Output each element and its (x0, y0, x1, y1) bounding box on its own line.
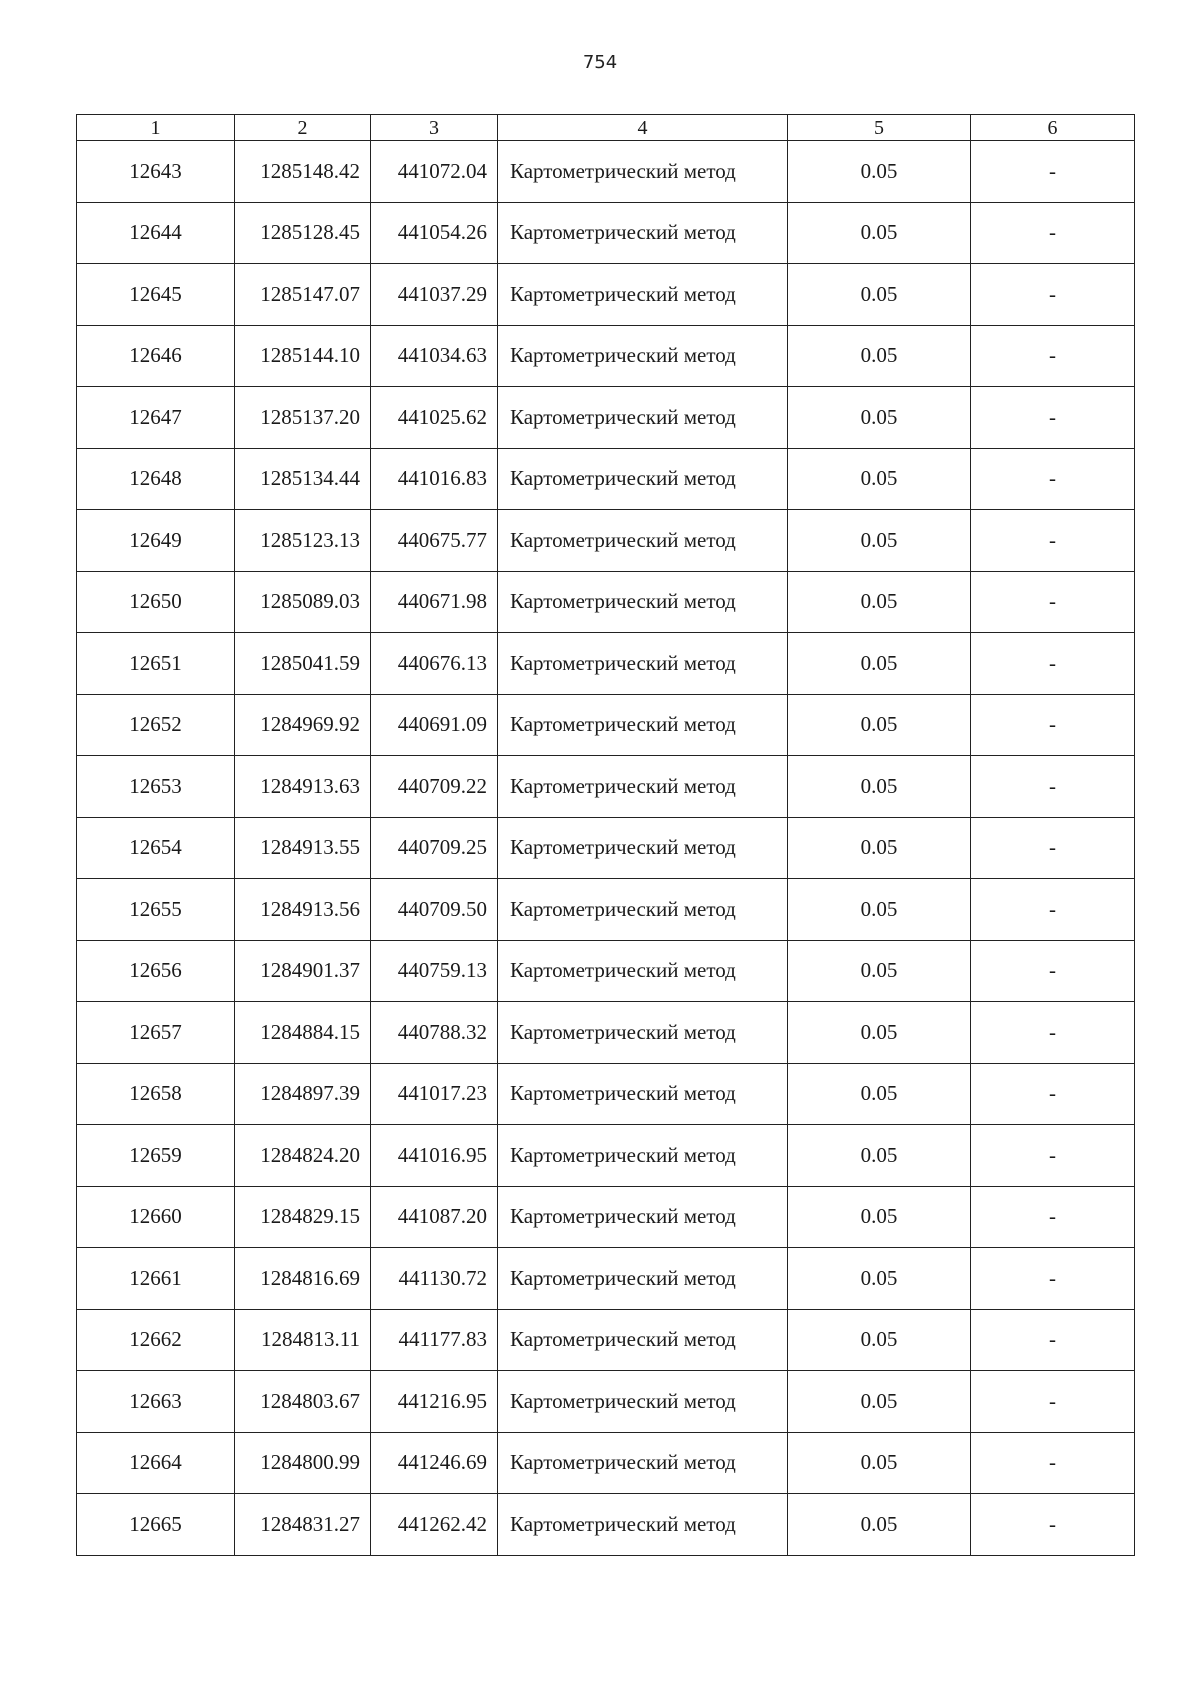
note-cell: - (971, 1371, 1135, 1433)
note-cell: - (971, 571, 1135, 633)
accuracy-cell: 0.05 (788, 448, 971, 510)
table-row (77, 1432, 1135, 1494)
x-coordinate-cell: 1285147.07 (235, 264, 371, 326)
note-cell: - (971, 264, 1135, 326)
y-coordinate-cell: 441130.72 (371, 1248, 498, 1310)
y-coordinate-cell: 441016.83 (371, 448, 498, 510)
note-cell: - (971, 756, 1135, 818)
table-row (77, 940, 1135, 1002)
x-coordinate-cell: 1285089.03 (235, 571, 371, 633)
table-row (77, 694, 1135, 756)
table-row (77, 571, 1135, 633)
point-number-cell: 12644 (77, 202, 235, 264)
method-cell: Картометрический метод (498, 1248, 788, 1310)
method-cell: Картометрический метод (498, 1371, 788, 1433)
table-row (77, 264, 1135, 326)
coordinates-table (76, 114, 1135, 1556)
table-row (77, 202, 1135, 264)
table-row (77, 1186, 1135, 1248)
table-row (77, 510, 1135, 572)
note-cell: - (971, 1432, 1135, 1494)
table-row (77, 1309, 1135, 1371)
method-cell: Картометрический метод (498, 387, 788, 449)
accuracy-cell: 0.05 (788, 1432, 971, 1494)
x-coordinate-cell: 1284829.15 (235, 1186, 371, 1248)
method-cell: Картометрический метод (498, 448, 788, 510)
x-coordinate-cell: 1284913.55 (235, 817, 371, 879)
point-number-cell: 12643 (77, 141, 235, 203)
note-cell: - (971, 325, 1135, 387)
column-header: 3 (371, 115, 498, 141)
point-number-cell: 12650 (77, 571, 235, 633)
method-cell: Картометрический метод (498, 1063, 788, 1125)
x-coordinate-cell: 1284813.11 (235, 1309, 371, 1371)
x-coordinate-cell: 1284901.37 (235, 940, 371, 1002)
point-number-cell: 12656 (77, 940, 235, 1002)
accuracy-cell: 0.05 (788, 694, 971, 756)
y-coordinate-cell: 440788.32 (371, 1002, 498, 1064)
point-number-cell: 12648 (77, 448, 235, 510)
page-number: 754 (582, 52, 618, 73)
point-number-cell: 12659 (77, 1125, 235, 1187)
y-coordinate-cell: 440675.77 (371, 510, 498, 572)
point-number-cell: 12657 (77, 1002, 235, 1064)
accuracy-cell: 0.05 (788, 756, 971, 818)
accuracy-cell: 0.05 (788, 879, 971, 941)
note-cell: - (971, 879, 1135, 941)
accuracy-cell: 0.05 (788, 1186, 971, 1248)
table-row (77, 387, 1135, 449)
x-coordinate-cell: 1284803.67 (235, 1371, 371, 1433)
column-header: 2 (235, 115, 371, 141)
accuracy-cell: 0.05 (788, 141, 971, 203)
note-cell: - (971, 202, 1135, 264)
accuracy-cell: 0.05 (788, 387, 971, 449)
table-body (77, 141, 1135, 1556)
note-cell: - (971, 141, 1135, 203)
y-coordinate-cell: 440691.09 (371, 694, 498, 756)
accuracy-cell: 0.05 (788, 1063, 971, 1125)
table-row (77, 817, 1135, 879)
accuracy-cell: 0.05 (788, 202, 971, 264)
x-coordinate-cell: 1285128.45 (235, 202, 371, 264)
x-coordinate-cell: 1285137.20 (235, 387, 371, 449)
y-coordinate-cell: 441054.26 (371, 202, 498, 264)
x-coordinate-cell: 1284884.15 (235, 1002, 371, 1064)
column-header: 6 (971, 115, 1135, 141)
table-row (77, 1002, 1135, 1064)
point-number-cell: 12660 (77, 1186, 235, 1248)
table-row (77, 633, 1135, 695)
method-cell: Картометрический метод (498, 694, 788, 756)
column-header: 5 (788, 115, 971, 141)
y-coordinate-cell: 440676.13 (371, 633, 498, 695)
x-coordinate-cell: 1284800.99 (235, 1432, 371, 1494)
method-cell: Картометрический метод (498, 264, 788, 326)
table-row (77, 1125, 1135, 1187)
method-cell: Картометрический метод (498, 571, 788, 633)
note-cell: - (971, 940, 1135, 1002)
x-coordinate-cell: 1284913.63 (235, 756, 371, 818)
table-row (77, 1063, 1135, 1125)
y-coordinate-cell: 441017.23 (371, 1063, 498, 1125)
method-cell: Картометрический метод (498, 1125, 788, 1187)
accuracy-cell: 0.05 (788, 1125, 971, 1187)
method-cell: Картометрический метод (498, 510, 788, 572)
note-cell: - (971, 817, 1135, 879)
note-cell: - (971, 448, 1135, 510)
method-cell: Картометрический метод (498, 1002, 788, 1064)
method-cell: Картометрический метод (498, 325, 788, 387)
note-cell: - (971, 1309, 1135, 1371)
point-number-cell: 12649 (77, 510, 235, 572)
x-coordinate-cell: 1284824.20 (235, 1125, 371, 1187)
y-coordinate-cell: 441034.63 (371, 325, 498, 387)
y-coordinate-cell: 441177.83 (371, 1309, 498, 1371)
table-row (77, 756, 1135, 818)
accuracy-cell: 0.05 (788, 817, 971, 879)
y-coordinate-cell: 440709.50 (371, 879, 498, 941)
accuracy-cell: 0.05 (788, 510, 971, 572)
method-cell: Картометрический метод (498, 756, 788, 818)
method-cell: Картометрический метод (498, 940, 788, 1002)
y-coordinate-cell: 441016.95 (371, 1125, 498, 1187)
accuracy-cell: 0.05 (788, 1248, 971, 1310)
note-cell: - (971, 1186, 1135, 1248)
point-number-cell: 12654 (77, 817, 235, 879)
table-header (77, 115, 1135, 141)
note-cell: - (971, 633, 1135, 695)
y-coordinate-cell: 441216.95 (371, 1371, 498, 1433)
note-cell: - (971, 694, 1135, 756)
note-cell: - (971, 387, 1135, 449)
method-cell: Картометрический метод (498, 1432, 788, 1494)
accuracy-cell: 0.05 (788, 1002, 971, 1064)
y-coordinate-cell: 441072.04 (371, 141, 498, 203)
table-row (77, 1371, 1135, 1433)
table-row (77, 1494, 1135, 1556)
y-coordinate-cell: 440759.13 (371, 940, 498, 1002)
x-coordinate-cell: 1284816.69 (235, 1248, 371, 1310)
point-number-cell: 12658 (77, 1063, 235, 1125)
point-number-cell: 12652 (77, 694, 235, 756)
method-cell: Картометрический метод (498, 879, 788, 941)
point-number-cell: 12665 (77, 1494, 235, 1556)
note-cell: - (971, 1063, 1135, 1125)
note-cell: - (971, 1002, 1135, 1064)
point-number-cell: 12645 (77, 264, 235, 326)
method-cell: Картометрический метод (498, 633, 788, 695)
x-coordinate-cell: 1284831.27 (235, 1494, 371, 1556)
x-coordinate-cell: 1285123.13 (235, 510, 371, 572)
accuracy-cell: 0.05 (788, 325, 971, 387)
column-header: 4 (498, 115, 788, 141)
y-coordinate-cell: 441025.62 (371, 387, 498, 449)
y-coordinate-cell: 441087.20 (371, 1186, 498, 1248)
note-cell: - (971, 1248, 1135, 1310)
x-coordinate-cell: 1284969.92 (235, 694, 371, 756)
x-coordinate-cell: 1285144.10 (235, 325, 371, 387)
y-coordinate-cell: 441037.29 (371, 264, 498, 326)
x-coordinate-cell: 1284897.39 (235, 1063, 371, 1125)
table-row (77, 141, 1135, 203)
y-coordinate-cell: 441246.69 (371, 1432, 498, 1494)
accuracy-cell: 0.05 (788, 633, 971, 695)
x-coordinate-cell: 1285134.44 (235, 448, 371, 510)
column-header: 1 (77, 115, 235, 141)
point-number-cell: 12664 (77, 1432, 235, 1494)
method-cell: Картометрический метод (498, 141, 788, 203)
table-row (77, 1248, 1135, 1310)
y-coordinate-cell: 441262.42 (371, 1494, 498, 1556)
method-cell: Картометрический метод (498, 817, 788, 879)
table-row (77, 448, 1135, 510)
note-cell: - (971, 1494, 1135, 1556)
accuracy-cell: 0.05 (788, 1309, 971, 1371)
point-number-cell: 12661 (77, 1248, 235, 1310)
method-cell: Картометрический метод (498, 1309, 788, 1371)
point-number-cell: 12647 (77, 387, 235, 449)
point-number-cell: 12662 (77, 1309, 235, 1371)
point-number-cell: 12653 (77, 756, 235, 818)
y-coordinate-cell: 440709.22 (371, 756, 498, 818)
accuracy-cell: 0.05 (788, 1494, 971, 1556)
point-number-cell: 12663 (77, 1371, 235, 1433)
method-cell: Картометрический метод (498, 1186, 788, 1248)
accuracy-cell: 0.05 (788, 264, 971, 326)
table-row (77, 325, 1135, 387)
method-cell: Картометрический метод (498, 1494, 788, 1556)
method-cell: Картометрический метод (498, 202, 788, 264)
note-cell: - (971, 1125, 1135, 1187)
header-row (77, 115, 1135, 141)
y-coordinate-cell: 440709.25 (371, 817, 498, 879)
point-number-cell: 12651 (77, 633, 235, 695)
table-row (77, 879, 1135, 941)
accuracy-cell: 0.05 (788, 940, 971, 1002)
y-coordinate-cell: 440671.98 (371, 571, 498, 633)
x-coordinate-cell: 1284913.56 (235, 879, 371, 941)
x-coordinate-cell: 1285148.42 (235, 141, 371, 203)
point-number-cell: 12646 (77, 325, 235, 387)
accuracy-cell: 0.05 (788, 1371, 971, 1433)
x-coordinate-cell: 1285041.59 (235, 633, 371, 695)
point-number-cell: 12655 (77, 879, 235, 941)
accuracy-cell: 0.05 (788, 571, 971, 633)
note-cell: - (971, 510, 1135, 572)
